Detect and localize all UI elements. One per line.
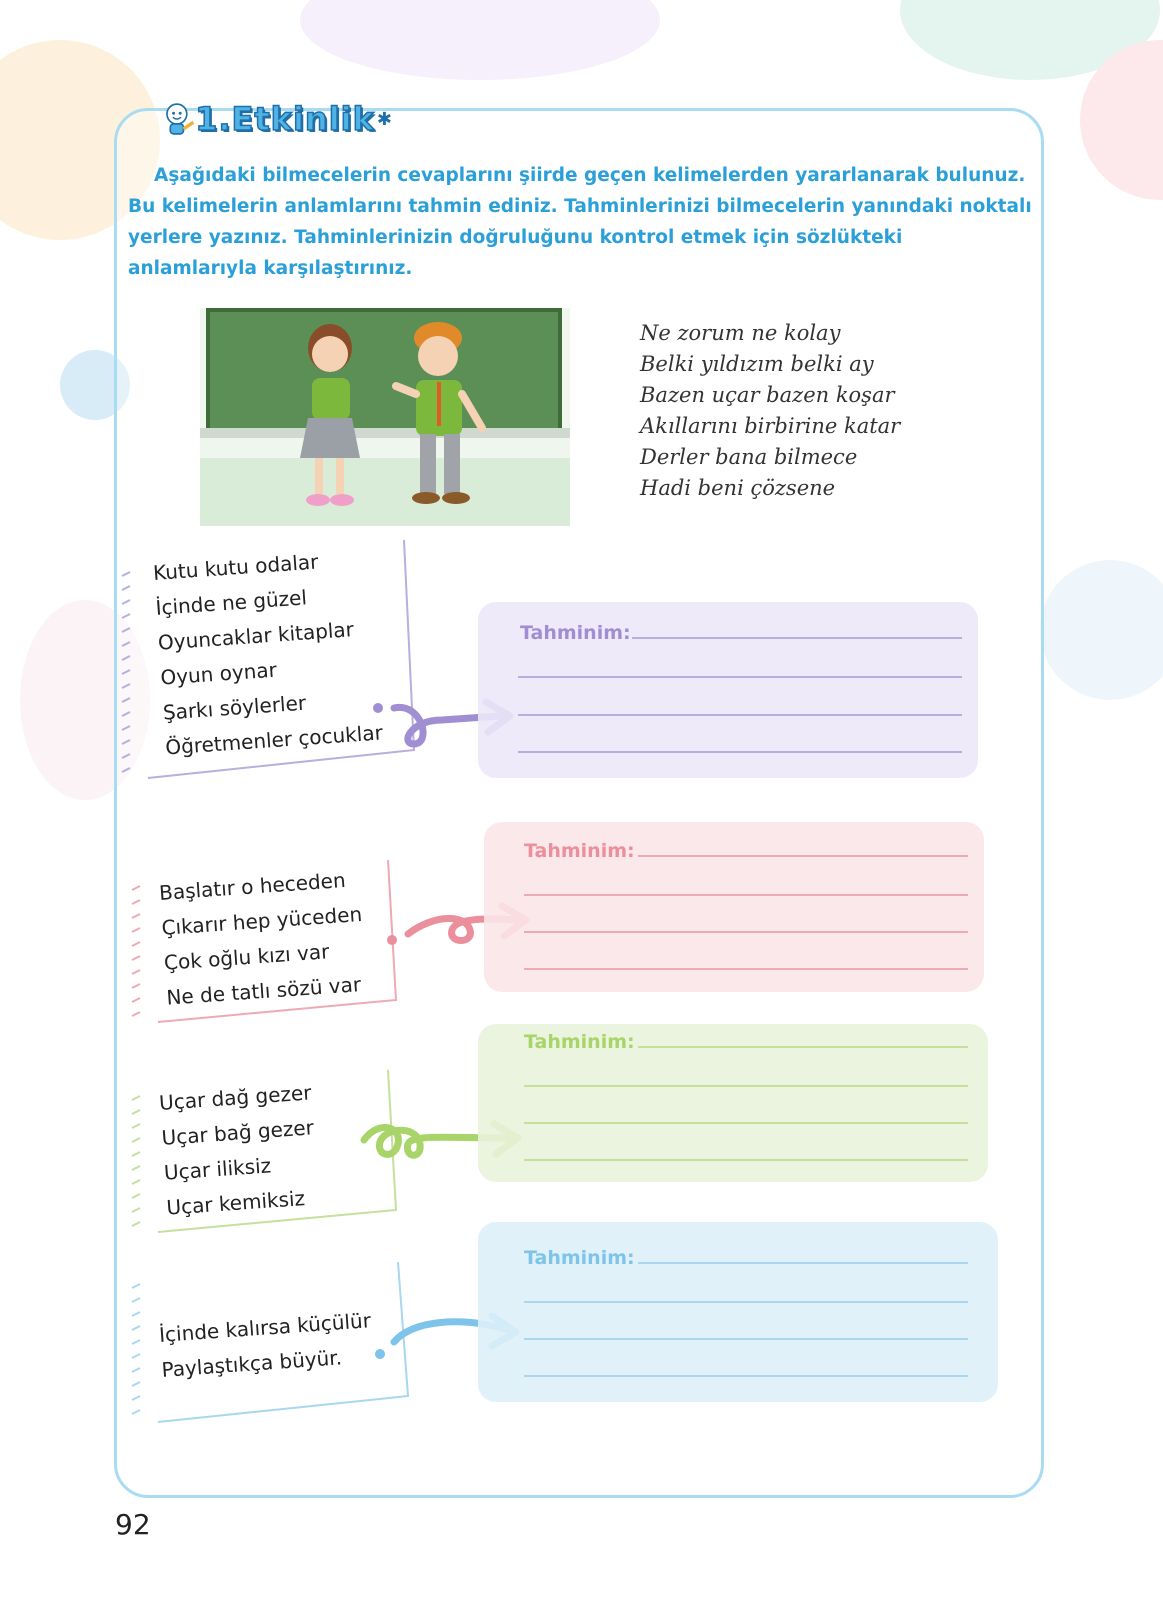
riddle-2 xyxy=(158,862,368,1016)
instructions-text: Aşağıdaki bilmecelerin cevaplarını şiirde geçen kelimelerden yararlanarak bulunuz. Bu kelimelerin anlamlarını tahmin ediniz. Tahminlerinizi bilmecelerin yanındaki noktalı yerlere yazınız. Tahminlerinizin doğruluğunu kontrol etmek için sözlükteki anlamlarıyla karşılaştırınız. xyxy=(128,165,1032,279)
answer-line[interactable] xyxy=(524,1375,968,1377)
page-number: 92 xyxy=(115,1508,151,1541)
riddle-line: Uçar bağ gezer xyxy=(160,1115,315,1150)
poem-line: Belki yıldızım belki ay xyxy=(640,352,874,376)
answer-line[interactable] xyxy=(518,714,962,716)
poem-line: Hadi beni çözsene xyxy=(640,476,836,500)
riddle-line: Çok oğlu kızı var xyxy=(163,939,331,975)
riddle-line: Oyuncaklar kitaplar xyxy=(157,617,355,655)
answer-line[interactable] xyxy=(524,894,968,896)
riddle-line: Oyun oynar xyxy=(159,657,278,690)
riddle-line: Uçar kemiksiz xyxy=(165,1186,306,1220)
activity-title-badge xyxy=(162,96,392,142)
riddle-line: Ne de tatlı sözü var xyxy=(165,972,362,1010)
answer-line[interactable] xyxy=(638,855,968,857)
riddle-line: Uçar dağ gezer xyxy=(158,1080,313,1115)
answer-line[interactable] xyxy=(518,676,962,678)
answer-line[interactable] xyxy=(524,1122,968,1124)
riddle-line: Çıkarır hep yüceden xyxy=(160,901,363,940)
riddle-4 xyxy=(158,1303,374,1388)
riddle-line: Kutu kutu odalar xyxy=(152,549,320,585)
riddle-1 xyxy=(152,541,384,766)
answer-label-1: Tahminim: xyxy=(520,622,631,644)
poem-line: Ne zorum ne kolay xyxy=(640,321,841,345)
answer-line[interactable] xyxy=(524,931,968,933)
poem xyxy=(640,318,970,504)
answer-line[interactable] xyxy=(524,1159,968,1161)
riddle-3 xyxy=(158,1075,320,1225)
answer-line[interactable] xyxy=(524,1085,968,1087)
riddle-line: İçinde ne güzel xyxy=(154,585,308,620)
sparkle-icon: ✱ xyxy=(376,108,392,129)
answer-line[interactable] xyxy=(518,751,962,753)
riddle-line: Başlatır o heceden xyxy=(158,867,347,905)
background-decoration xyxy=(300,0,660,80)
answer-line[interactable] xyxy=(632,637,962,639)
poem-line: Bazen uçar bazen koşar xyxy=(640,383,895,407)
answer-label-3: Tahminim: xyxy=(524,1031,635,1053)
background-decoration xyxy=(1040,560,1163,700)
kid-mascot-icon xyxy=(162,97,195,141)
poem-line: Akıllarını birbirine katar xyxy=(640,414,901,438)
answer-label-2: Tahminim: xyxy=(524,840,635,862)
riddle-line: İçinde kalırsa küçülür xyxy=(158,1308,372,1347)
answer-label-4: Tahminim: xyxy=(524,1247,635,1269)
riddle-line: Paylaştıkça büyür. xyxy=(160,1345,343,1382)
poem-line: Derler bana bilmece xyxy=(640,445,858,469)
riddle-line: Şarkı söylerler xyxy=(162,690,307,725)
riddle-line: Uçar iliksiz xyxy=(163,1153,272,1185)
answer-line[interactable] xyxy=(524,1301,968,1303)
riddle-line: Öğretmenler çocuklar xyxy=(164,720,384,760)
classroom-illustration xyxy=(200,308,570,526)
activity-title: 1.Etkinlik xyxy=(195,100,375,138)
answer-line[interactable] xyxy=(524,968,968,970)
answer-line[interactable] xyxy=(638,1046,968,1048)
answer-line[interactable] xyxy=(638,1262,968,1264)
answer-line[interactable] xyxy=(524,1338,968,1340)
